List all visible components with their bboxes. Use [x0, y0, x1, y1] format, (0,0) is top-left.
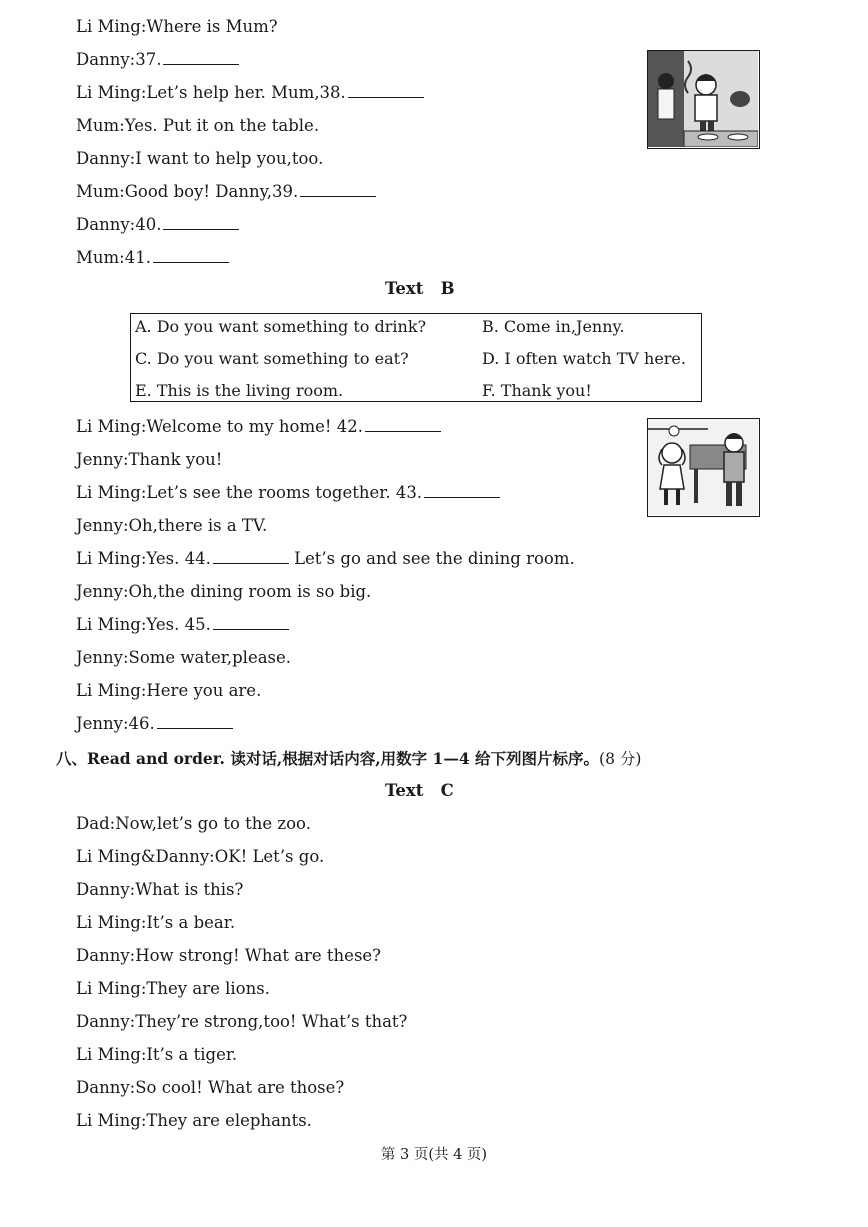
speaker-separator: : [119, 116, 125, 135]
dialogue-line [76, 49, 239, 71]
utterance-text: Where is Mum? [146, 17, 278, 36]
section-points: (8 分) [599, 750, 642, 768]
speaker-name: Li Ming [76, 549, 141, 568]
speaker-name: Mum [76, 182, 120, 201]
dialogue-line [76, 16, 278, 38]
speaker-separator: : [140, 1045, 147, 1064]
dialogue-line [76, 449, 222, 471]
utterance-text: How strong! What are these? [135, 946, 382, 965]
option-c: C. Do you want something to eat? [135, 349, 409, 368]
utterance-continuation: Let’s go and see the dining room. [288, 549, 575, 568]
speaker-name: Jenny [76, 582, 123, 601]
dialogue-line [76, 214, 239, 236]
answer-blank[interactable] [300, 181, 376, 197]
option-e: E. This is the living room. [135, 381, 344, 400]
section-number: 八、 [56, 749, 88, 768]
speaker-separator: : [129, 215, 136, 234]
speaker-name: Jenny [76, 516, 123, 535]
utterance-text: 40. [135, 215, 162, 234]
section-title-en: Read and order. [87, 749, 225, 768]
option-b: B. Come in,Jenny. [482, 317, 625, 336]
speaker-name: Danny [76, 946, 130, 965]
page-footer: 第 3 页(共 4 页) [380, 1147, 488, 1163]
utterance-text: They are lions. [146, 979, 270, 998]
utterance-text: Oh,there is a TV. [128, 516, 268, 535]
speaker-separator: : [129, 1078, 136, 1097]
utterance-text: They are elephants. [146, 1111, 312, 1130]
dialogue-line [76, 647, 291, 669]
speaker-name: Danny [76, 50, 130, 69]
utterance-text: They’re strong,too! What’s that? [135, 1012, 408, 1031]
speaker-name: Li Ming [76, 979, 141, 998]
dialogue-line [76, 247, 229, 269]
utterance-text: Yes. 45. [146, 615, 211, 634]
utterance-text: Let’s help her. Mum,38. [146, 83, 346, 102]
utterance-text: Yes. 44. [146, 549, 211, 568]
utterance-text: 37. [135, 50, 162, 69]
dialogue-line [76, 181, 376, 203]
answer-blank[interactable] [213, 614, 289, 630]
speaker-name: Jenny [76, 648, 123, 667]
utterance-text: Let’s see the rooms together. 43. [146, 483, 423, 502]
text-b-title: Text B [385, 279, 455, 298]
dialogue-line [76, 548, 575, 570]
dialogue-line [76, 115, 319, 137]
speaker-name: Li Ming [76, 17, 141, 36]
speaker-name: Jenny [76, 450, 123, 469]
speaker-name: Jenny [76, 714, 123, 733]
speaker-name: Mum [76, 248, 120, 267]
utterance-text: What is this? [135, 880, 244, 899]
dialogue-line [76, 614, 289, 636]
speaker-separator: : [140, 83, 147, 102]
utterance-text: 46. [128, 714, 155, 733]
kitchen-illustration [647, 50, 760, 149]
answer-blank[interactable] [153, 247, 229, 263]
answer-blank[interactable] [365, 416, 441, 432]
utterance-text: Now,let’s go to the zoo. [115, 814, 311, 833]
speaker-name: Danny [76, 215, 130, 234]
speaker-separator: : [140, 1111, 147, 1130]
speaker-name: Dad [76, 814, 110, 833]
dialogue-line [76, 482, 500, 504]
speaker-separator: : [140, 615, 147, 634]
answer-blank[interactable] [163, 49, 239, 65]
speaker-name: Danny [76, 149, 130, 168]
speaker-separator: : [129, 946, 136, 965]
section-instruction: 读对话,根据对话内容,用数字 1—4 给下列图片标序。 [230, 749, 600, 768]
option-a: A. Do you want something to drink? [135, 317, 427, 336]
dialogue-line [76, 515, 267, 537]
speaker-separator: : [129, 1012, 136, 1031]
dialogue-line [76, 846, 324, 868]
home-visit-illustration [647, 418, 760, 517]
options-box [130, 313, 702, 402]
speaker-name: Li Ming [76, 615, 141, 634]
option-f: F. Thank you! [482, 381, 592, 400]
answer-blank[interactable] [157, 713, 233, 729]
dialogue-line [76, 1011, 407, 1033]
speaker-name: Li Ming&Danny [76, 847, 210, 866]
utterance-text: It’s a bear. [146, 913, 236, 932]
speaker-separator: : [140, 483, 147, 502]
speaker-separator: : [129, 149, 136, 168]
utterance-text: It’s a tiger. [146, 1045, 238, 1064]
speaker-name: Li Ming [76, 417, 141, 436]
utterance-text: 41. [124, 248, 151, 267]
dialogue-line [76, 912, 235, 934]
dialogue-line [76, 581, 371, 603]
answer-blank[interactable] [163, 214, 239, 230]
speaker-separator: : [209, 847, 215, 866]
dialogue-line [76, 1077, 344, 1099]
speaker-separator: : [122, 714, 129, 733]
answer-blank[interactable] [348, 82, 424, 98]
option-d: D. I often watch TV here. [482, 349, 686, 368]
speaker-separator: : [140, 681, 147, 700]
speaker-name: Li Ming [76, 483, 141, 502]
speaker-name: Danny [76, 1012, 130, 1031]
speaker-name: Danny [76, 1078, 130, 1097]
dialogue-line [76, 978, 270, 1000]
speaker-name: Li Ming [76, 913, 141, 932]
dialogue-line [76, 1044, 237, 1066]
speaker-separator: : [122, 450, 129, 469]
speaker-name: Li Ming [76, 83, 141, 102]
utterance-text: Some water,please. [128, 648, 292, 667]
utterance-text: Yes. Put it on the table. [124, 116, 320, 135]
dialogue-line [76, 813, 311, 835]
speaker-separator: : [129, 50, 136, 69]
answer-blank[interactable] [213, 548, 289, 564]
speaker-separator: : [140, 417, 147, 436]
speaker-separator: : [140, 549, 147, 568]
speaker-name: Mum [76, 116, 120, 135]
section-8-heading [56, 748, 641, 770]
speaker-separator: : [140, 17, 147, 36]
dialogue-line [76, 680, 261, 702]
dialogue-line [76, 416, 441, 438]
speaker-name: Li Ming [76, 1045, 141, 1064]
dialogue-line [76, 879, 243, 901]
utterance-text: Good boy! Danny,39. [124, 182, 299, 201]
utterance-text: Welcome to my home! 42. [146, 417, 364, 436]
speaker-separator: : [122, 516, 129, 535]
utterance-text: Oh,the dining room is so big. [128, 582, 372, 601]
speaker-separator: : [119, 182, 125, 201]
utterance-text: So cool! What are those? [135, 1078, 345, 1097]
speaker-separator: : [140, 979, 147, 998]
speaker-name: Li Ming [76, 681, 141, 700]
utterance-text: I want to help you,too. [135, 149, 324, 168]
speaker-name: Danny [76, 880, 130, 899]
dialogue-line [76, 713, 233, 735]
answer-blank[interactable] [424, 482, 500, 498]
dialogue-line [76, 1110, 312, 1132]
speaker-separator: : [122, 582, 129, 601]
speaker-separator: : [140, 913, 147, 932]
dialogue-line [76, 82, 424, 104]
speaker-separator: : [119, 248, 125, 267]
utterance-text: Here you are. [146, 681, 262, 700]
dialogue-line [76, 148, 323, 170]
speaker-name: Li Ming [76, 1111, 141, 1130]
dialogue-line [76, 945, 381, 967]
utterance-text: OK! Let’s go. [214, 847, 325, 866]
utterance-text: Thank you! [128, 450, 223, 469]
text-c-title: Text C [385, 781, 454, 800]
speaker-separator: : [122, 648, 129, 667]
speaker-separator: : [129, 880, 136, 899]
speaker-separator: : [109, 814, 116, 833]
